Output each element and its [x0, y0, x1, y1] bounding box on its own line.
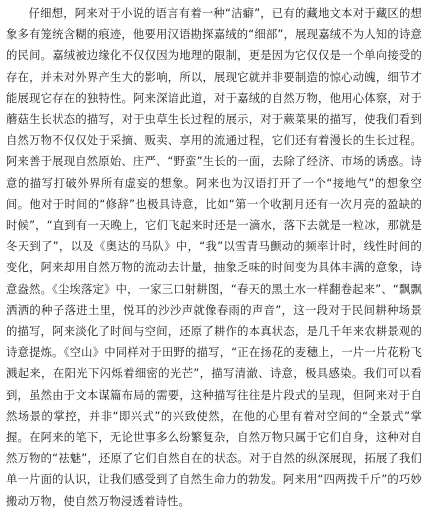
body-paragraph: 仔细想，阿来对于小说的语言有着一种“洁癖”，已有的藏地文本对于藏区的想象多有笼统含糊的痕迹，他要用汉语勘探嘉绒的“细部”，展现嘉绒不为人知的诗意的民间。嘉绒被边缘化不仅仅因为地理的限制，更是因为它仅仅是一个单向接受的存在，并未对外界产生大的影响，所以，展现它就并非要制造的惊心动魄，细节才能展现它存在的独特性。阿来深谙此道，对于嘉绒的自然万物，他用心体察，对于蘑菇生长状态的描写，对于虫草生长过程的展示，对于蕨菜果的描写，使我们看到自然万物不仅仅处于采摘、贩卖、享用的流通过程，它们还有着漫长的生长过程。阿来善于展现自然原始、庄严、“野蛮”生长的一面，去除了经济、市场的诱惑。诗意的描写打破外界所有虚妄的想象。阿来也为汉语打开了一个“接地气”的想象空间。他对于时间的“修辞”也极具诗意，比如“第一个收割月还有一次月亮的盈缺的时候”，“直到有一天晚上，它们飞起来时还是一滴水，落下去就是一粒冰，那就是冬天到了”，以及《奥达的马队》中，“我”以雪青马颤动的频率计时，线性时间的变化，阿来却用自然万物的流动去计量，抽象乏味的时间变为具体丰满的意象，诗意盎然。《尘埃落定》中，一家三口射耕图，“春天的黑土水一样翻卷起来”、“飘飘洒洒的种子落进土里，悦耳的沙沙声就像春雨的声音”，这一段对于民间耕种场景的描写，阿来淡化了时间与空间，还原了耕作的本真状态，是几千年来农耕景观的诗意提炼。《空山》中同样对于田野的描写，“正在扬花的麦穗上，一片一片花粉飞溅起来，在阳光下闪烁着细密的光芒”，描写清澈、诗意，极具感染。我们可以看到，虽然由于文本谋篇布局的需要，这种描写往往是片段式的呈现，但阿来对于自然场景的掌控，并非“即兴式”的兴致使然，在他的心里有着对空间的“全景式”掌握。在阿来的笔下，无论世事多么纷繁复杂，自然万物只属于它们自身，这种对自然万物的“祛魅”，还原了它们自然自在的状态。对于自然的纵深展现，拓展了我们单一片面的认识，让我们感受到了自然生命力的勃发。阿来用“四两拨千斤”的巧妙搬动万物，使自然万物浸透着诗性。: [6, 7, 422, 508]
